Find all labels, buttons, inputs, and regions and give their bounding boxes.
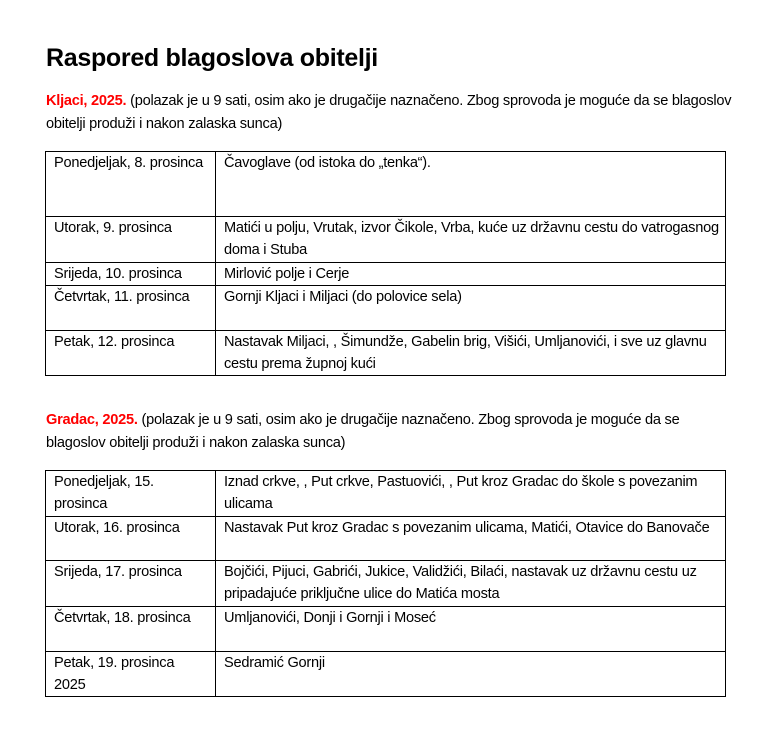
day-cell: Petak, 19. prosinca 2025 xyxy=(46,651,216,697)
table-row xyxy=(46,152,726,217)
location-cell: Gornji Kljaci i Miljaci (do polovice sela) xyxy=(216,285,726,330)
table-row xyxy=(46,217,726,263)
day-cell: Ponedjeljak, 15. prosinca xyxy=(46,471,216,517)
day-cell: Srijeda, 10. prosinca xyxy=(46,262,216,285)
schedule-table-kljaci xyxy=(45,151,726,376)
location-cell: Umljanovići, Donji i Gornji i Moseć xyxy=(216,606,726,651)
table-row xyxy=(46,606,726,651)
table-row xyxy=(46,330,726,376)
table-row xyxy=(46,285,726,330)
day-cell: Srijeda, 17. prosinca xyxy=(46,560,216,606)
section-intro-gradac xyxy=(46,409,736,454)
day-cell: Petak, 12. prosinca xyxy=(46,330,216,376)
table-row xyxy=(46,560,726,606)
day-cell: Četvrtak, 11. prosinca xyxy=(46,285,216,330)
day-cell: Utorak, 16. prosinca xyxy=(46,516,216,560)
section-place-gradac: Gradac, 2025. xyxy=(46,412,138,428)
table-row xyxy=(46,262,726,285)
day-cell: Utorak, 9. prosinca xyxy=(46,217,216,263)
table-row xyxy=(46,516,726,560)
day-cell: Ponedjeljak, 8. prosinca xyxy=(46,152,216,217)
section-note: (polazak je u 9 sati, osim ako je drugačije naznačeno. Zbog sprovoda je moguće da se blagoslov obitelji produži i nakon zalaska sunca) xyxy=(46,412,680,451)
schedule-table-gradac xyxy=(45,470,726,697)
section-note: (polazak je u 9 sati, osim ako je drugačije naznačeno. Zbog sprovoda je moguće da se blagoslov obitelji produži i nakon zalaska sunca) xyxy=(46,93,732,132)
location-cell: Iznad crkve, , Put crkve, Pastuovići, , Put kroz Gradac do škole s povezanim ulicama xyxy=(216,471,726,517)
location-cell: Nastavak Miljaci, , Šimundže, Gabelin brig, Višići, Umljanovići, i sve uz glavnu cestu prema župnoj kući xyxy=(216,330,726,376)
table-row xyxy=(46,471,726,517)
day-cell: Četvrtak, 18. prosinca xyxy=(46,606,216,651)
location-cell: Mirlović polje i Cerje xyxy=(216,262,726,285)
location-cell: Nastavak Put kroz Gradac s povezanim ulicama, Matići, Otavice do Banovače xyxy=(216,516,726,560)
section-place-kljaci: Kljaci, 2025. xyxy=(46,93,127,109)
section-intro-kljaci xyxy=(46,90,736,135)
location-cell: Sedramić Gornji xyxy=(216,651,726,697)
location-cell: Bojčići, Pijuci, Gabrići, Jukice, Validžići, Bilaći, nastavak uz državnu cestu uz pripadajuće priključne ulice do Matića mosta xyxy=(216,560,726,606)
table-row xyxy=(46,651,726,697)
location-cell: Čavoglave (od istoka do „tenka“). xyxy=(216,152,726,217)
document-title: Raspored blagoslova obitelji xyxy=(46,44,378,72)
location-cell: Matići u polju, Vrutak, izvor Čikole, Vrba, kuće uz državnu cestu do vatrogasnog doma i Stuba xyxy=(216,217,726,263)
